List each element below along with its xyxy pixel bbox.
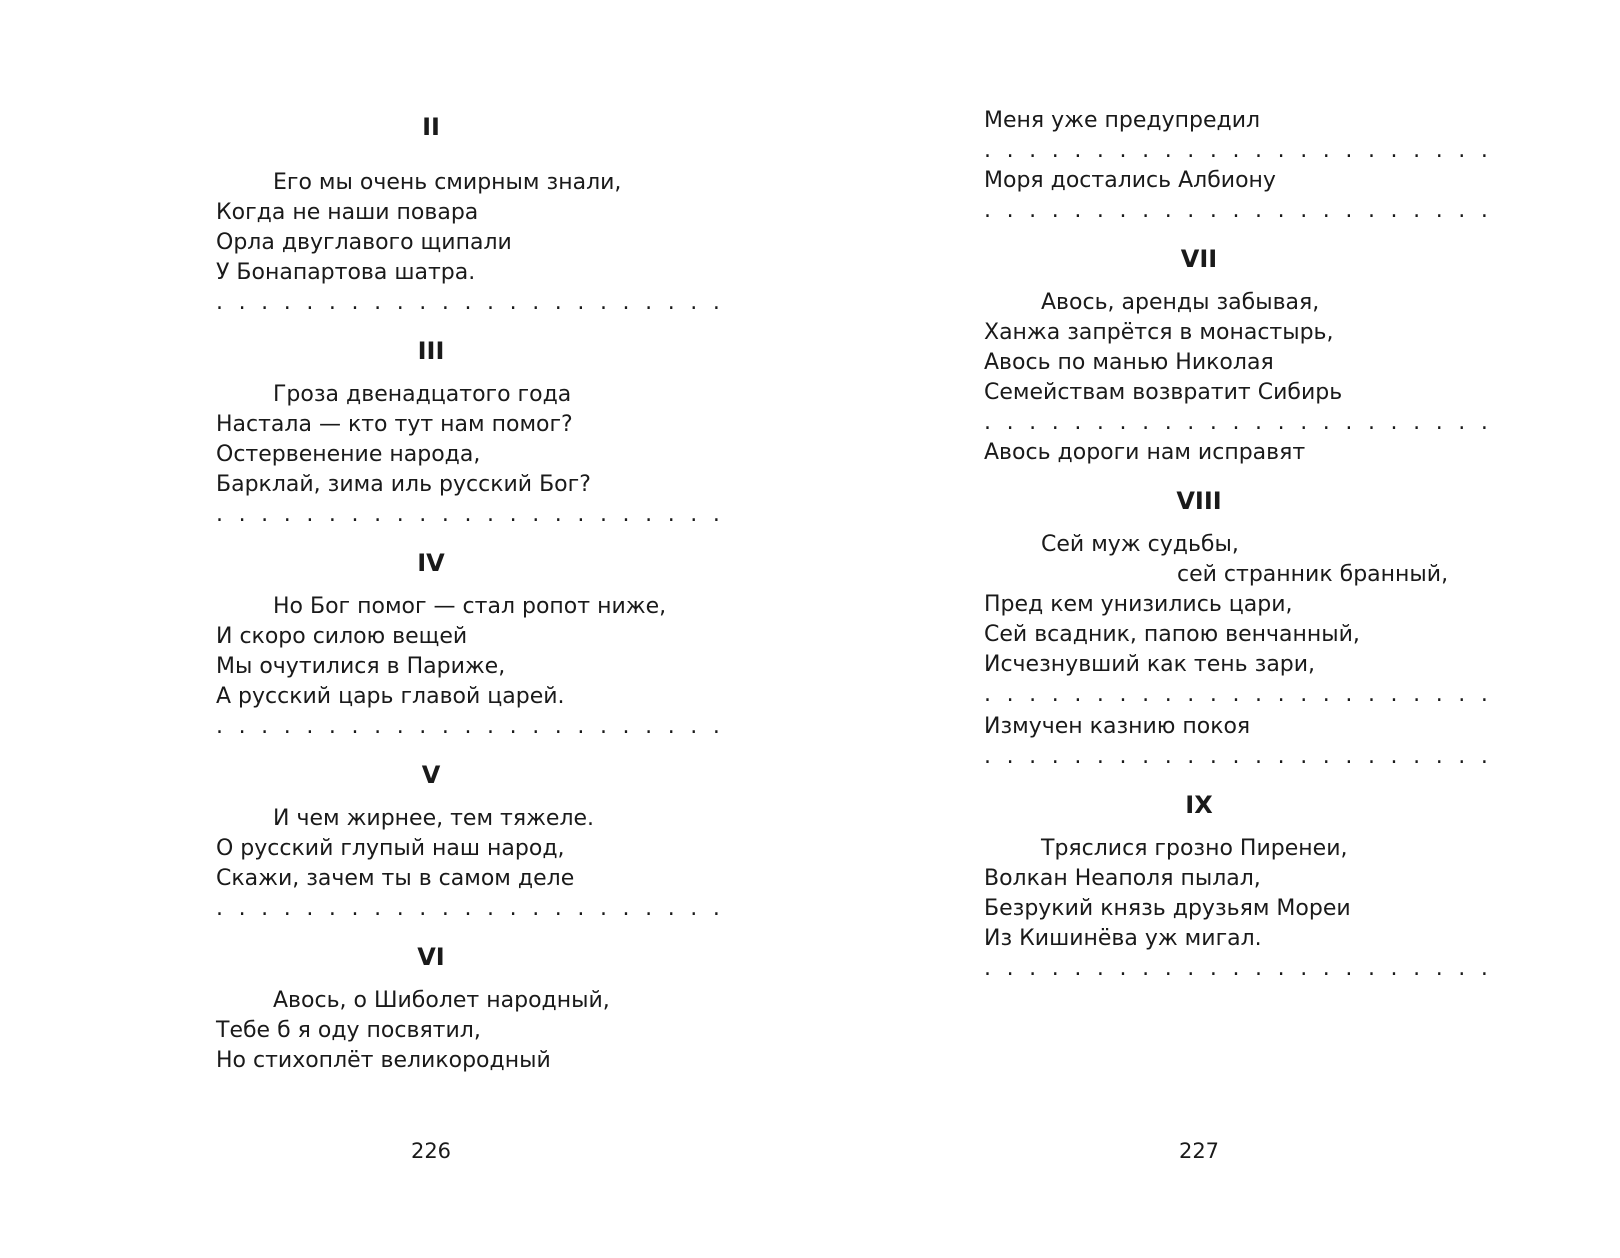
verse-line: А русский царь главой царей. [216, 684, 565, 709]
omission-dots: . . . . . . . . . . . . . . . . . . . . . . . [984, 198, 1493, 223]
verse-line: Тебе б я оду посвятил, [216, 1018, 481, 1043]
verse-line: Мы очутилися в Париже, [216, 654, 506, 679]
section-heading: VIII [1176, 487, 1222, 515]
omission-dots: . . . . . . . . . . . . . . . . . . . . . . . [984, 410, 1493, 435]
page-number-left: 226 [410, 1139, 452, 1163]
verse-line: Измучен казнию покоя [984, 714, 1251, 739]
verse-line: Ханжа запрётся в монастырь, [984, 320, 1334, 345]
verse-line: Из Кишинёва уж мигал. [984, 926, 1262, 951]
section-heading: V [421, 761, 441, 789]
verse-line: О русский глупый наш народ, [216, 836, 565, 861]
verse-line: Волкан Неаполя пылал, [984, 866, 1261, 891]
verse-line: Сей всадник, папою венчанный, [984, 622, 1360, 647]
section-heading: IV [417, 549, 445, 577]
verse-line: Пред кем унизились цари, [984, 592, 1293, 617]
right-page [810, 0, 1620, 1258]
omission-dots: . . . . . . . . . . . . . . . . . . . . . . . [984, 138, 1493, 163]
verse-line: И скоро силою вещей [216, 624, 468, 649]
verse-line: Орла двуглавого щипали [216, 230, 512, 255]
page-number-right: 227 [1178, 1139, 1220, 1163]
verse-line: Настала — кто тут нам помог? [216, 412, 573, 437]
verse-line: сей странник бранный, [1177, 562, 1449, 587]
section-heading: III [417, 337, 445, 365]
verse-line: Барклай, зима иль русский Бог? [216, 472, 591, 497]
verse-line: Его мы очень смирным знали, [273, 170, 622, 195]
omission-dots: . . . . . . . . . . . . . . . . . . . . . . . [984, 744, 1493, 769]
verse-line: Авось по манью Николая [984, 350, 1274, 375]
omission-dots: . . . . . . . . . . . . . . . . . . . . . . . [984, 956, 1493, 981]
verse-line: Но стихоплёт великородный [216, 1048, 551, 1073]
verse-line: Но Бог помог — стал ропот ниже, [273, 594, 667, 619]
omission-dots: . . . . . . . . . . . . . . . . . . . . . . . [984, 682, 1493, 707]
verse-line: Скажи, зачем ты в самом деле [216, 866, 575, 891]
verse-line: Семействам возвратит Сибирь [984, 380, 1343, 405]
verse-line: У Бонапартова шатра. [216, 260, 476, 285]
omission-dots: . . . . . . . . . . . . . . . . . . . . . . . [216, 714, 725, 739]
omission-dots: . . . . . . . . . . . . . . . . . . . . . . . [216, 290, 725, 315]
section-heading: VII [1180, 245, 1218, 273]
section-heading: VI [417, 943, 445, 971]
section-heading: IX [1185, 791, 1213, 819]
verse-line: Гроза двенадцатого года [273, 382, 572, 407]
omission-dots: . . . . . . . . . . . . . . . . . . . . . . . [216, 502, 725, 527]
verse-line: Тряслися грозно Пиренеи, [1041, 836, 1348, 861]
omission-dots: . . . . . . . . . . . . . . . . . . . . . . . [216, 896, 725, 921]
verse-line: Безрукий князь друзьям Мореи [984, 896, 1351, 921]
verse-line: Авось, аренды забывая, [1041, 290, 1320, 315]
verse-line: Сей муж судьбы, [1041, 532, 1239, 557]
verse-line: Исчезнувший как тень зари, [984, 652, 1316, 677]
verse-line: Остервенение народа, [216, 442, 481, 467]
verse-line: Меня уже предупредил [984, 108, 1261, 133]
verse-line: И чем жирнее, тем тяжеле. [273, 806, 595, 831]
verse-line: Авось, о Шиболет народный, [273, 988, 610, 1013]
verse-line: Моря достались Албиону [984, 168, 1276, 193]
section-heading: II [422, 113, 440, 141]
verse-line: Когда не наши повара [216, 200, 479, 225]
verse-line: Авось дороги нам исправят [984, 440, 1306, 465]
